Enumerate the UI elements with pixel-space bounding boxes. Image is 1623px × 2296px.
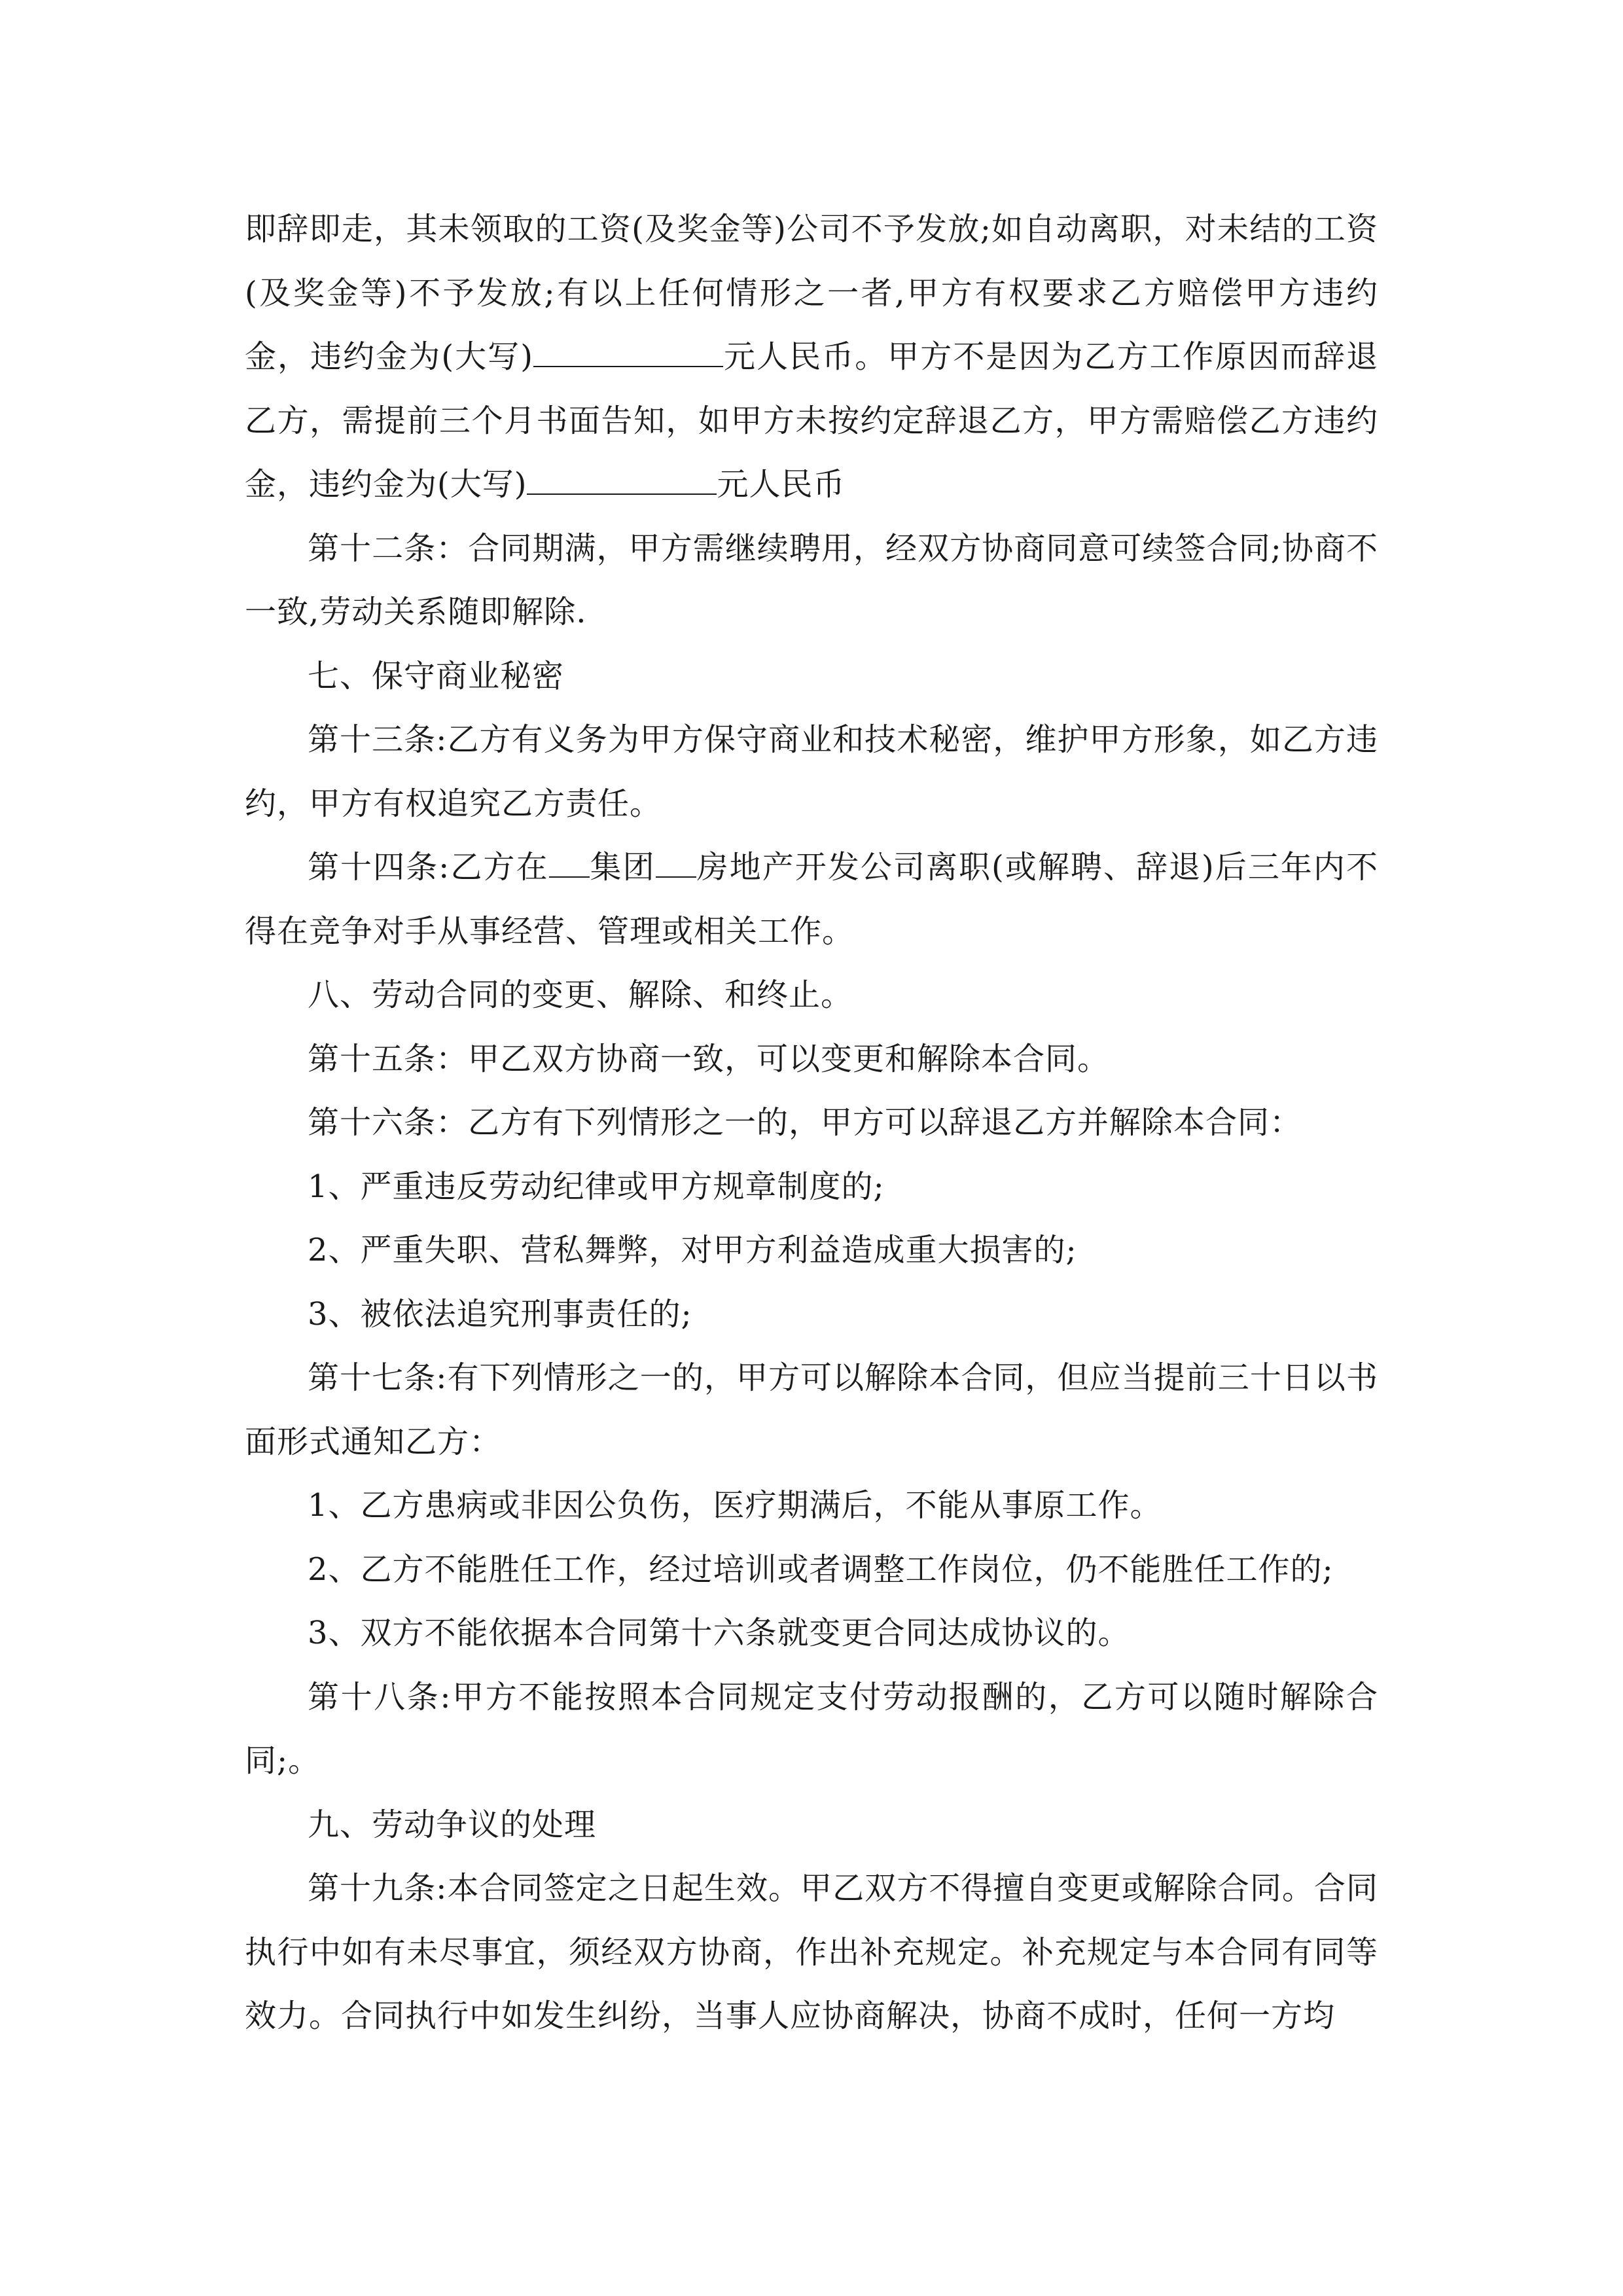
list-item: 2、乙方不能胜任工作，经过培训或者调整工作岗位，仍不能胜任工作的; (308, 1551, 1334, 1588)
list-item: 3、双方不能依据本合同第十六条就变更合同达成协议的。 (308, 1615, 1130, 1651)
section-heading-7: 七、保守商业秘密 (308, 657, 565, 694)
blank-line (656, 850, 696, 878)
section-heading-9: 九、劳动争议的处理 (308, 1806, 597, 1843)
list-item: 1、乙方患病或非因公负伤，医疗期满后，不能从事原工作。 (308, 1487, 1162, 1524)
list-item: 2、严重失职、营私舞弊，对甲方利益造成重大损害的; (308, 1232, 1077, 1268)
article-15: 第十五条：甲乙双方协商一致，可以变更和解除本合同。 (308, 1040, 1110, 1077)
paragraph-penalty-clause (245, 198, 1378, 517)
article-13: 第十三条:乙方有义务为甲方保守商业和技术秘密，维护甲方形象，如乙方违约，甲方有权追究乙方责任。 (245, 721, 1378, 822)
article-12: 第十二条：合同期满，甲方需继续聘用，经双方协商同意可续签合同;协商不一致,劳动关系随即解除. (245, 529, 1378, 630)
document-body (245, 198, 1378, 2049)
blank-line (533, 340, 723, 367)
section-heading-8: 八、劳动合同的变更、解除、和终止。 (308, 977, 853, 1013)
list-item: 1、严重违反劳动纪律或甲方规章制度的; (308, 1168, 885, 1205)
text-segment: 元人民币。甲方不是因为乙方工作原因而辞退乙方，需提前三个月书面告知，如甲方未按约定辞退乙方，甲方需赔偿乙方违约金，违约金为(大写) (245, 338, 1378, 503)
list-item: 3、被依法追究刑事责任的; (308, 1295, 692, 1333)
article-17: 第十七条:有下列情形之一的，甲方可以解除本合同，但应当提前三十日以书面形式通知乙方： (245, 1359, 1378, 1460)
text-segment: 第十四条:乙方在 (308, 849, 549, 886)
text-segment: 元人民币 (717, 466, 846, 503)
text-segment: 集团 (589, 849, 656, 886)
article-14 (245, 836, 1378, 963)
text-segment: 即辞即走，其未领取的工资(及奖金等)公司不予发放;如自动离职，对未结的工资(及奖金等)不予发放;有以上任何情形之一者,甲方有权要求乙方赔偿甲方违约金，违约金为(大写) (245, 211, 1378, 375)
article-18: 第十八条:甲方不能按照本合同规定支付劳动报酬的，乙方可以随时解除合同;。 (245, 1678, 1378, 1779)
article-16: 第十六条：乙方有下列情形之一的，甲方可以辞退乙方并解除本合同： (308, 1104, 1302, 1141)
blank-line (527, 467, 717, 495)
article-19: 第十九条:本合同签定之日起生效。甲乙双方不得擅自变更或解除合同。合同执行中如有未尽事宜，须经双方协商，作出补充规定。补充规定与本合同有同等效力。合同执行中如发生纠纷，当事人应协商解决，协商不成时，任何一方均 (245, 1870, 1378, 2034)
text-segment: 房地产开发公司离职(或解聘、辞退)后三年内不得在竞争对手从事经营、管理或相关工作。 (245, 849, 1378, 950)
blank-line (549, 850, 590, 878)
